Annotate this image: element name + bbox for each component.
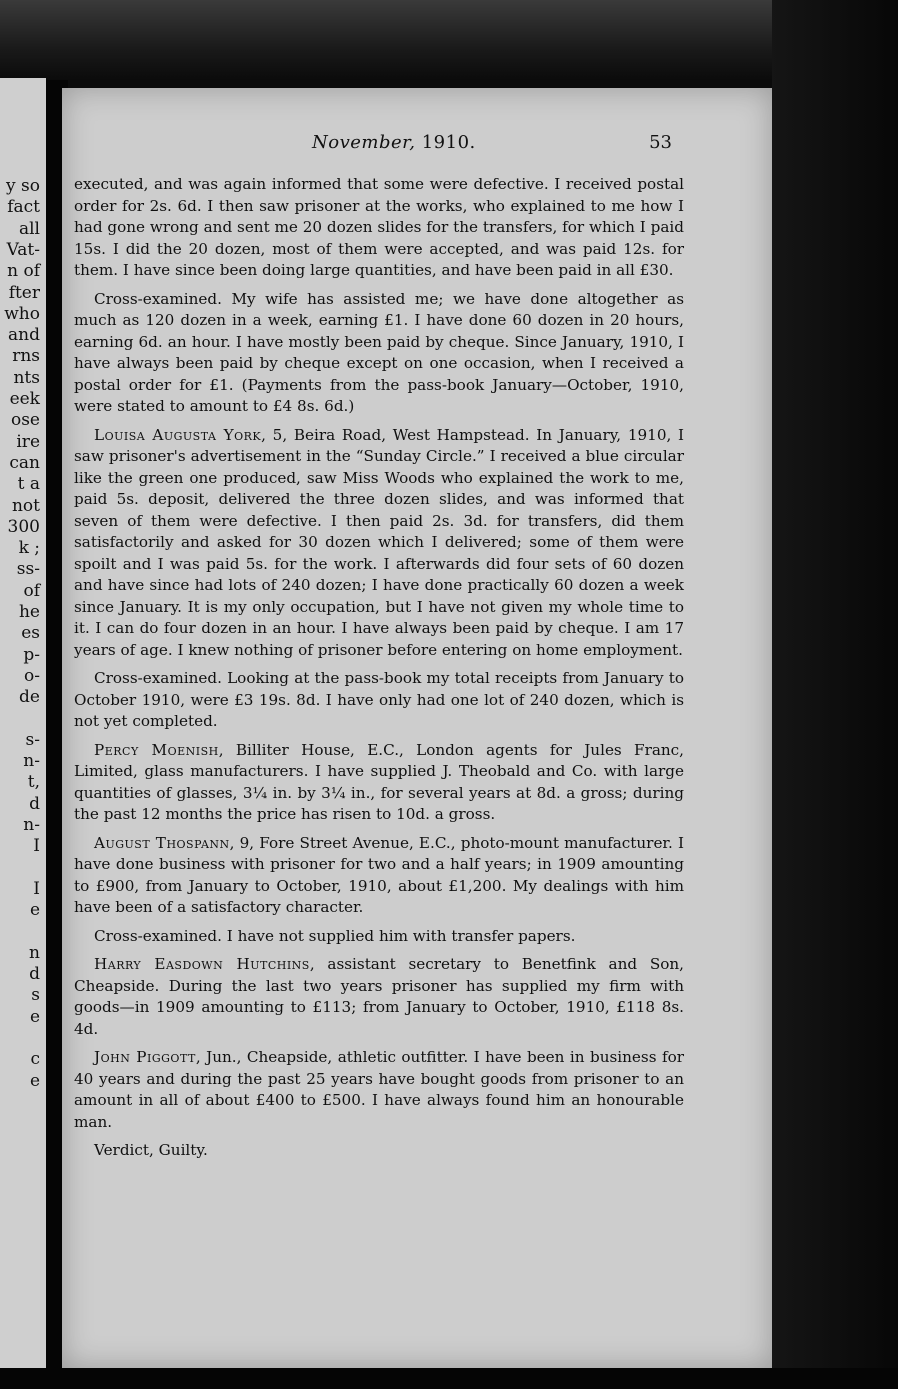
- facing-page-fragment: t a: [17, 474, 40, 495]
- facing-page-fragment: eek: [9, 389, 40, 409]
- facing-page-fragment: o-: [24, 665, 40, 686]
- witness-name: Percy Moenish: [94, 740, 219, 759]
- paragraph-text: , Jun., Cheapside, athletic outfitter. I have been in business for 40 years and during the past 25 years have bought goods from prisoner to an amount in all of about £400 to £500. I have always found him an honourable man.: [74, 1048, 684, 1131]
- page-number: 53: [649, 132, 672, 153]
- facing-page-fragment: Vat-: [6, 239, 40, 260]
- page: [62, 88, 772, 1368]
- running-head: [312, 132, 476, 153]
- facing-page-fragment: p-: [23, 644, 40, 665]
- witness-name: John Piggott: [94, 1048, 196, 1066]
- page-header: [62, 132, 772, 162]
- facing-page-fragment: ose: [10, 410, 40, 431]
- paragraph: [74, 926, 684, 948]
- paragraph-text: , 5, Beira Road, West Hampstead. In January, 1910, I saw prisoner's advertisement in the “Sunday Circle.” I received a blue circular like the green one produced, saw Miss Woods who explained the work to me, paid 5s. deposit, delivered the three dozen slides, and was informed that seven of them were defective. I then paid 2s. 3d. for transfers, did them satisfactorily and asked for 30 dozen which I delivered; some of them were spoilt and I was paid 5s. for the work. I afterwards did four sets of 60 dozen and have since had lots of 240 dozen; I have done practically 60 dozen a week since January. It is my only occupation, but I have not given my whole time to it. I can do four dozen in an hour. I have always been paid by cheque. I am 17 years of age. I knew nothing of prisoner before entering on home employment.: [74, 425, 684, 659]
- facing-page-fragment: e: [29, 1006, 40, 1027]
- facing-page-fragment: es: [21, 623, 40, 644]
- paragraph: [74, 833, 684, 919]
- paragraph-text: Cross-examined. My wife has assisted me; we have done altogether as much as 120 dozen in a week, earning £1. I have done 60 dozen in 20 hours, earning 6d. an hour. I have mostly been paid by cheque. Since January, 1910, I have always been paid by cheque except on one occasion, when I received a postal order for £1. (Payments from the pass-book January—October, 1910, were stated to amount to £4 8s. 6d.): [74, 289, 684, 415]
- facing-page-fragment: I: [33, 836, 40, 857]
- facing-page-fragment: I: [33, 878, 40, 899]
- witness-name: August Thospann: [94, 833, 230, 852]
- paragraph: [74, 740, 684, 826]
- facing-page-fragment: and: [8, 325, 40, 346]
- facing-page-fragment: de: [19, 687, 40, 708]
- facing-page-fragment: can: [9, 452, 40, 473]
- facing-page-fragment: e: [29, 900, 40, 921]
- paragraph-text: , Billiter House, E.C., London agents for Jules Franc, Limited, glass manufacturers. I have supplied J. Theobald and Co. with large quantities of glasses, 3¼ in. by 3¼ in., for several years at 8d. a gross; during the past 12 months the price has risen to 10d. a gross.: [74, 740, 684, 823]
- facing-page-fragment: ire: [16, 431, 40, 452]
- paragraph: [74, 1047, 684, 1133]
- paragraph: [74, 668, 684, 733]
- facing-page-fragment: y so: [6, 176, 40, 196]
- page-body: [74, 174, 684, 1169]
- running-head-year: 1910.: [421, 132, 476, 153]
- facing-page-fragment: c: [30, 1049, 40, 1070]
- facing-page-fragment: d: [29, 793, 40, 814]
- facing-page-fragment: n-: [23, 815, 40, 835]
- facing-page-fragment: who: [4, 303, 40, 324]
- facing-page-fragment: n-: [23, 751, 40, 772]
- facing-page-fragment: s-: [25, 729, 40, 750]
- paragraph-text: executed, and was again informed that some were defective. I received postal order for 2s. 6d. I then saw prisoner at the works, who explained to me how I had gone wrong and sent me 20 dozen slides for the transfers, for which I paid 15s. I did the 20 dozen, most of them were accepted, and was paid 12s. for them. I have since been doing large quantities, and have been paid in all £30.: [74, 175, 684, 279]
- background-right: [772, 0, 898, 1389]
- facing-page-fragment: ss-: [16, 559, 40, 580]
- paragraph-text: Cross-examined. I have not supplied him with transfer papers.: [94, 926, 576, 945]
- facing-page-fragment: of: [23, 580, 40, 601]
- paragraph: [74, 954, 684, 1040]
- facing-page-fragment: all: [18, 218, 40, 239]
- witness-name: Harry Easdown Hutchins: [94, 955, 310, 973]
- facing-page-fragment: rns: [12, 346, 40, 367]
- paragraph-text: Cross-examined. Looking at the pass-book my total receipts from January to October 1910, were £3 19s. 8d. I have only had one lot of 240 dozen, which is not yet completed.: [74, 669, 684, 730]
- facing-page-fragment: he: [18, 602, 40, 622]
- facing-page-fragment: k ;: [18, 538, 40, 559]
- paragraph: [74, 174, 684, 282]
- running-head-month: November,: [312, 132, 416, 153]
- background-glare: [0, 0, 898, 80]
- facing-page-fragment: nts: [13, 367, 40, 388]
- facing-page-fragment: d: [29, 964, 40, 985]
- facing-page-fragment: fact: [7, 197, 40, 218]
- witness-name: Louisa Augusta York: [94, 425, 262, 444]
- facing-page-fragment: fter: [8, 282, 40, 303]
- facing-page-fragment: 300: [7, 516, 40, 537]
- paragraph-text: Verdict, Guilty.: [94, 1141, 208, 1159]
- paragraph: [74, 425, 684, 662]
- facing-page-fragment: t,: [27, 772, 40, 793]
- paragraph-text: , assistant secretary to Benetfink and Son, Cheapside. During the last two years prisoner has supplied my firm with goods—in 1909 amounting to £113; from January to October, 1910, £118 8s. 4d.: [74, 955, 684, 1038]
- background-bottom: [0, 1368, 898, 1389]
- paragraph-text: , 9, Fore Street Avenue, E.C., photo-mount manufacturer. I have done business with prisoner for two and a half years; in 1909 amounting to £900, from January to October, 1910, about £1,200. My dealings with him have been of a satisfactory character.: [74, 833, 684, 916]
- facing-page-fragment: n of: [7, 261, 40, 282]
- facing-page-fragment: not: [11, 495, 40, 516]
- facing-page-fragment: n: [29, 942, 40, 963]
- facing-page-edge: [0, 78, 46, 1368]
- facing-page-fragment: e: [29, 1070, 40, 1091]
- paragraph: [74, 1140, 684, 1162]
- paragraph: [74, 289, 684, 418]
- facing-page-fragment: s: [31, 985, 40, 1006]
